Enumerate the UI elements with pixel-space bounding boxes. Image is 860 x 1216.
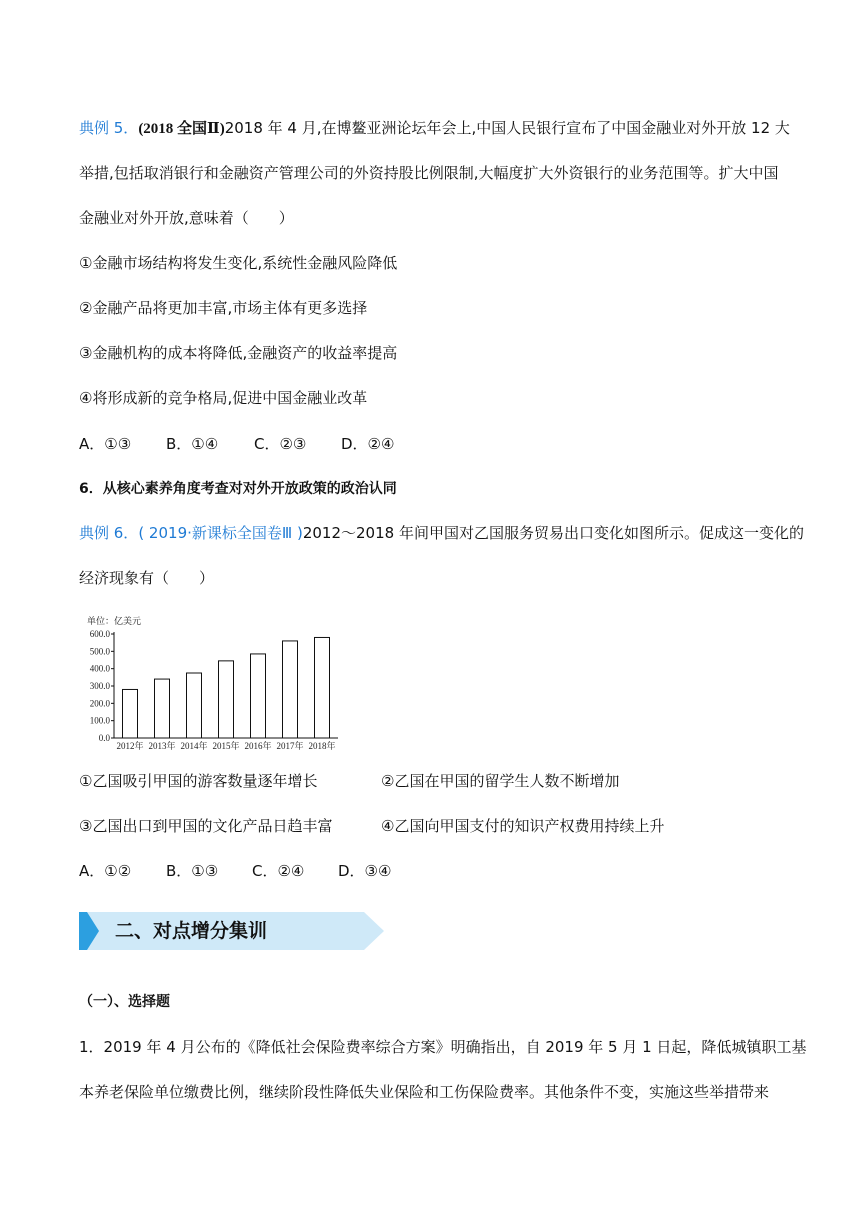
chart-unit-label: 单位：亿美元 [87,616,142,626]
example5-option-a[interactable]: A．①③ [79,435,132,453]
chart-y-tick-label: 200.0 [89,698,110,709]
example5-option-c[interactable]: C．②③ [254,435,307,453]
example6-statement-2: ②乙国在甲国的留学生人数不断增加 [381,772,620,790]
chart-bar-2018年 [315,637,330,738]
chart-x-tick-label: 2018年 [308,741,336,751]
chart-y-tick-label: 400.0 [89,663,110,674]
chart-x-tick-label: 2014年 [180,741,208,751]
chart-y-tick-label: 500.0 [89,646,110,657]
example5-text1: 2018 年 4 月,在博鳌亚洲论坛年会上,中国人民银行宣布了中国金融业对外开放 12 大 [224,119,790,137]
example6-statement-1: ①乙国吸引甲国的游客数量逐年增长 [79,772,318,790]
example5-statement-1: ①金融市场结构将发生变化,系统性金融风险降低 [79,254,398,272]
section-title: 二、对点增分集训 [115,920,268,942]
chart-x-tick-label: 2013年 [148,741,176,751]
example5-line3: 金融业对外开放,意味着（ ） [79,209,294,227]
chart-x-tick-label: 2012年 [116,741,144,751]
example5-label: 典例 5． [79,119,139,137]
chart-x-tick-label: 2015年 [212,741,240,751]
example6-line1 [79,523,804,543]
chart-y-tick-label: 0.0 [98,733,110,743]
chart-bar-2015年 [219,661,234,738]
question1-line1: 1．2019 年 4 月公布的《降低社会保险费率综合方案》明确指出，自 2019 年 5 月 1 日起，降低城镇职工基 [79,1038,807,1056]
chart-x-tick-label: 2016年 [244,741,272,751]
example6-option-b[interactable]: B．①③ [166,862,219,880]
question1-line2: 本养老保险单位缴费比例，继续阶段性降低失业保险和工伤保险费率。其他条件不变，实施这些举措带来 [79,1083,770,1101]
example5-line1 [79,118,790,139]
chart-y-tick-label: 600.0 [89,629,110,639]
example5-line2: 举措,包括取消银行和金融资产管理公司的外资持股比例限制,大幅度扩大外资银行的业务范围等。扩大中国 [79,164,779,182]
example5-option-b[interactable]: B．①④ [166,435,219,453]
example6-text1: 2012～2018 年间甲国对乙国服务贸易出口变化如图所示。促成这一变化的 [302,524,804,542]
example5-options [79,434,394,454]
chart-y-tick-label: 100.0 [89,715,110,726]
chart-x-tick-label: 2017年 [276,741,304,751]
example6-label: 典例 6． [79,524,139,542]
example6-option-a[interactable]: A．①② [79,862,132,880]
example6-option-d[interactable]: D．③④ [338,862,392,880]
chart-bar-2016年 [251,654,266,738]
example6-statement-4: ④乙国向甲国支付的知识产权费用持续上升 [381,817,665,835]
example6-statement-3: ③乙国出口到甲国的文化产品日趋丰富 [79,817,333,835]
chart-y-tick-label: 300.0 [89,681,110,691]
example6-source: ( 2019·新课标全国卷Ⅲ ) [138,524,303,542]
example6-options [79,861,391,881]
example6-option-c[interactable]: C．②④ [252,862,305,880]
example5-source: (2018 全国Ⅱ) [138,121,225,137]
section6-heading: 6．从核心素养角度考查对对外开放政策的政治认同 [79,481,397,497]
subsection-title: （一）、选择题 [79,994,170,1010]
export-bar-chart [82,612,344,758]
chart-bar-2013年 [155,679,170,738]
example5-statement-3: ③金融机构的成本将降低,金融资产的收益率提高 [79,344,398,362]
chart-bar-2014年 [187,673,202,738]
example5-statement-2: ②金融产品将更加丰富,市场主体有更多选择 [79,299,368,317]
example6-line2: 经济现象有（ ） [79,569,215,587]
example5-option-d[interactable]: D．②④ [341,435,395,453]
chart-bar-2017年 [283,641,298,738]
chart-bar-2012年 [123,689,138,738]
example5-statement-4: ④将形成新的竞争格局,促进中国金融业改革 [79,389,368,407]
